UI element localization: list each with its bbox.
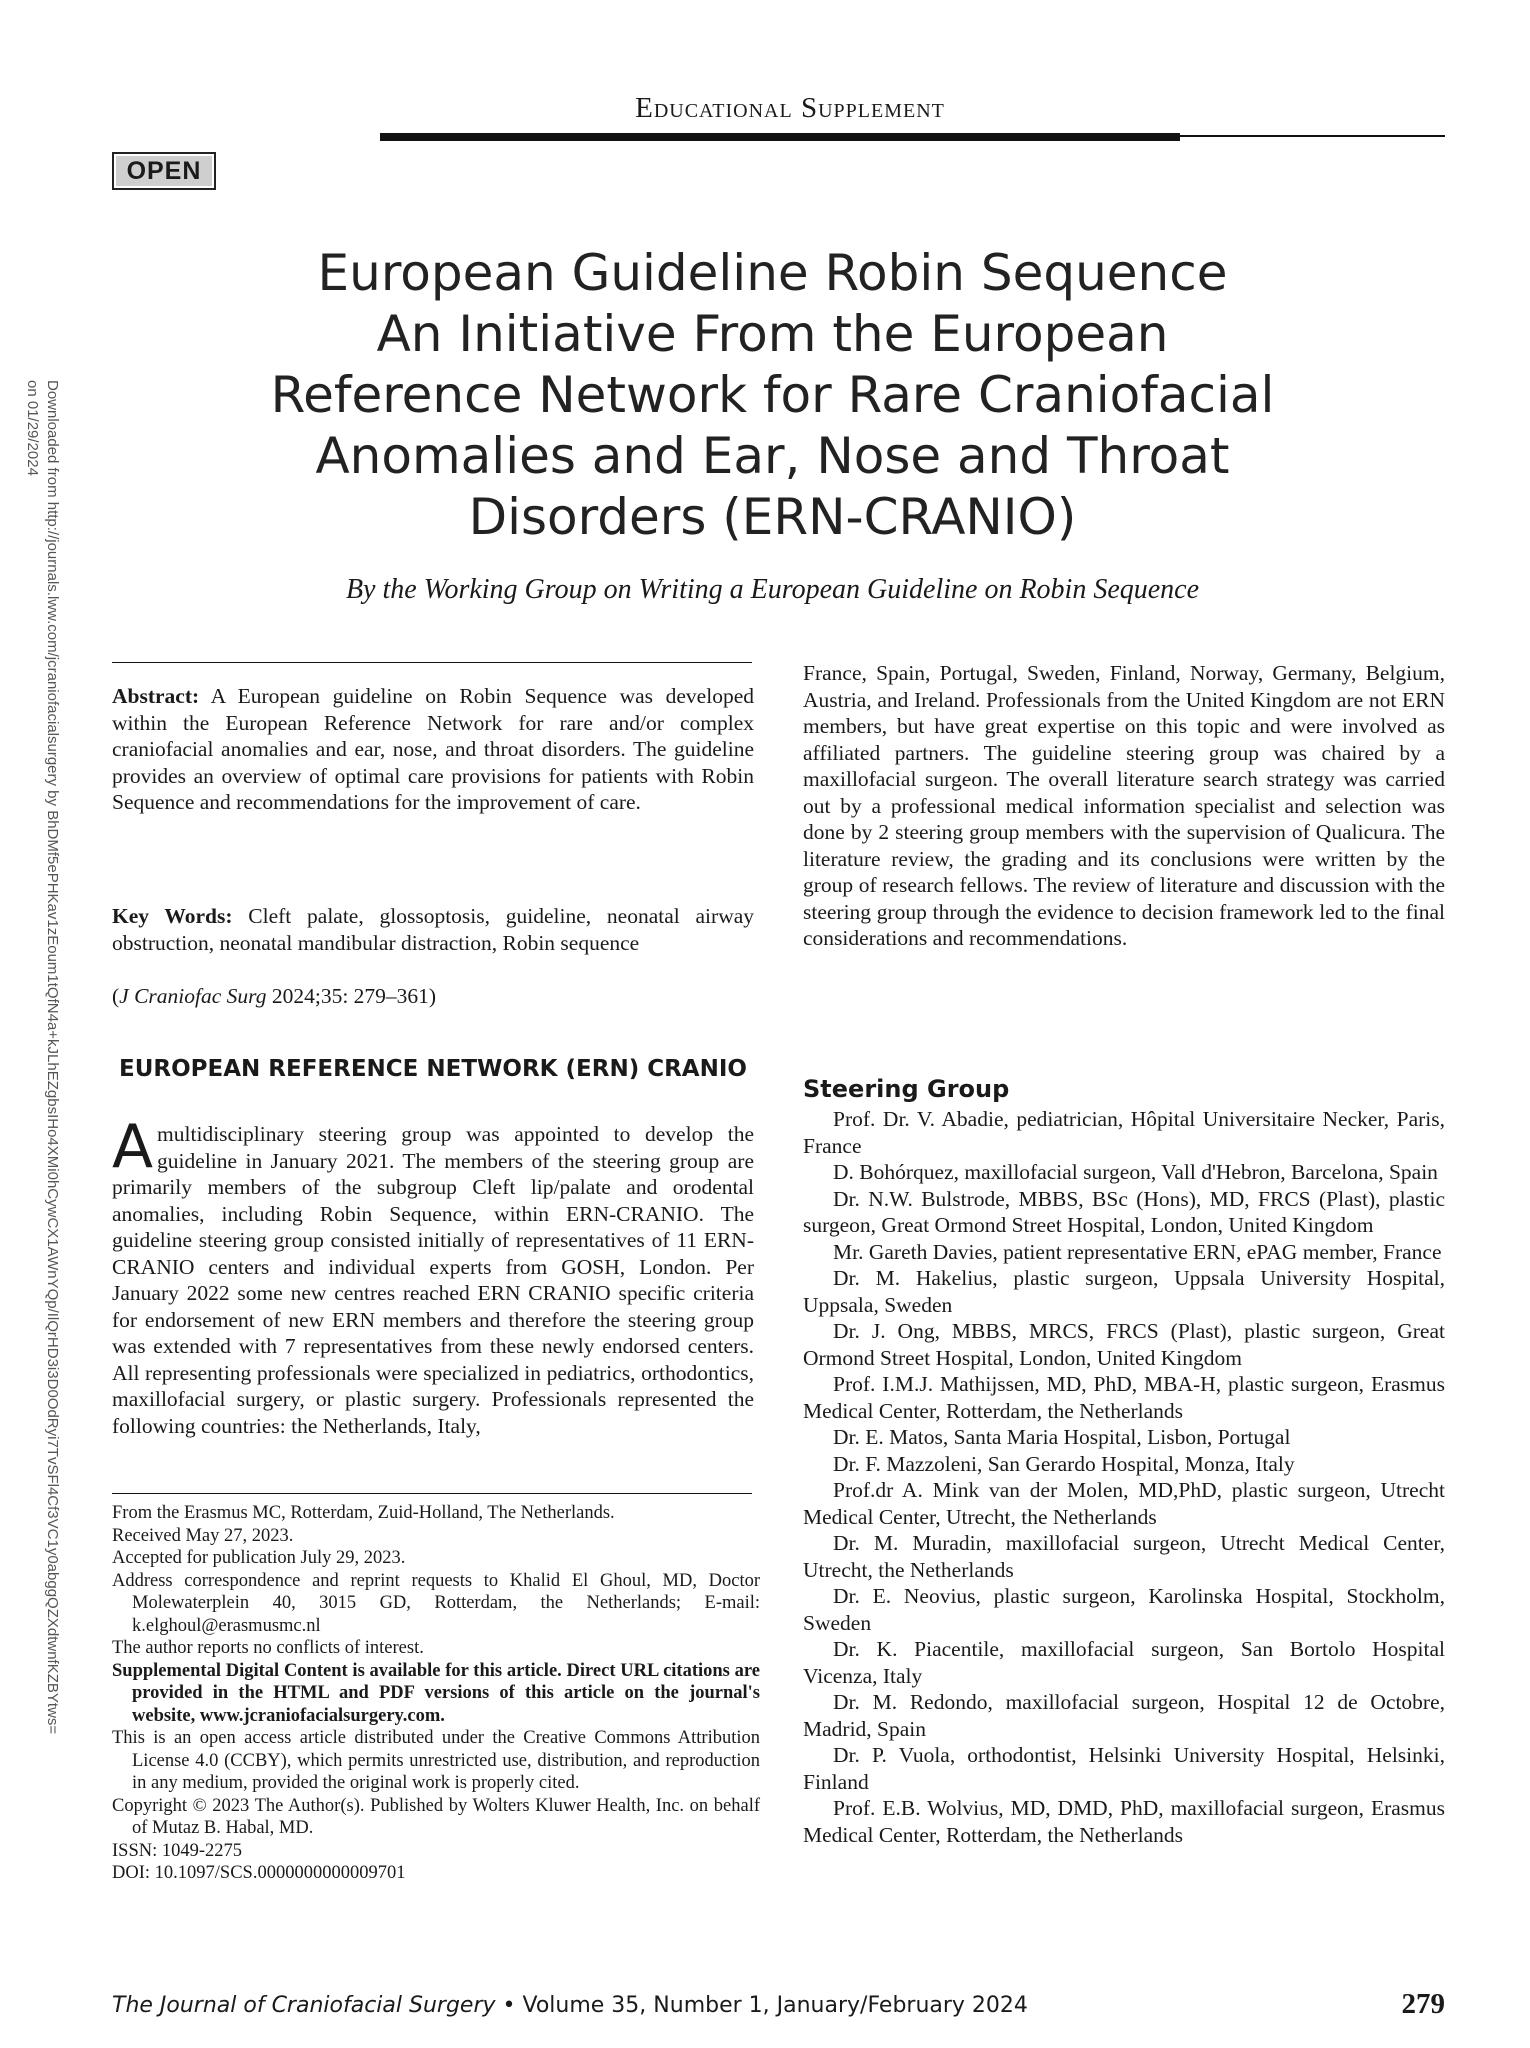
download-watermark: Downloaded from http://journals.lww.com/jcraniofacialsurgery by BhDMf5ePHKav1zEoum1tQfN4a+kJLhEZgbsIHo4XMi0hCywCX1AWnYQp/IlQrHD3i3D0OdRyi7TvSFl4Cf3VC1y0abggQZXdtwnfKZBYtws= on 01/29/2024 (24, 380, 61, 1735)
citation-details: 2024;35: 279–361) (266, 984, 437, 1008)
drop-cap: A (112, 1112, 154, 1182)
footnote-issn: ISSN: 1049-2275 (112, 1840, 243, 1861)
steering-member: Dr. K. Piacentile, maxillofacial surgeon, San Bortolo Hospital Vicenza, Italy (803, 1637, 1445, 1688)
steering-member: Dr. M. Redondo, maxillofacial surgeon, Hospital 12 de Octobre, Madrid, Spain (803, 1690, 1445, 1741)
steering-member: Mr. Gareth Davies, patient representative ERN, ePAG member, France (833, 1239, 1442, 1264)
steering-member: Dr. P. Vuola, orthodontist, Helsinki University Hospital, Helsinki, Finland (803, 1743, 1445, 1794)
keywords (112, 903, 754, 956)
steering-member: D. Bohórquez, maxillofacial surgeon, Vall d'Hebron, Barcelona, Spain (833, 1160, 1438, 1184)
footer-journal-info (112, 1993, 1028, 2018)
steering-member: Prof.dr A. Mink van der Molen, MD,PhD, plastic surgeon, Utrecht Medical Center, Utrecht, the Netherlands (803, 1478, 1445, 1529)
steering-member: Dr. E. Matos, Santa Maria Hospital, Lisbon, Portugal (833, 1425, 1291, 1449)
section-label: Educational Supplement (635, 92, 945, 124)
article-title (250, 243, 1295, 548)
continuation-paragraph: France, Spain, Portugal, Sweden, Finland, Norway, Germany, Belgium, Austria, and Ireland. Professionals from the United Kingdom are not ERN members, but have great expertise on this topic and were involved as affiliated partners. The guideline steering group was chaired by a maxillofacial surgeon. The overall literature search strategy was carried out by a professional medical information specialist and selection was done by 2 steering group members with the supervision of Qualicura. The literature review, the grading and its conclusions were written by the group of research fellows. The review of literature and discussion with the steering group through the evidence to decision framework led to the final considerations and recommendations. (803, 661, 1445, 950)
footnote-rule (112, 1493, 752, 1494)
abstract-label: Abstract: (112, 684, 200, 708)
section-body (112, 1112, 754, 1439)
keywords-block (112, 903, 754, 956)
title-line: Disorders (ERN-CRANIO) (468, 488, 1077, 546)
steering-member: Dr. F. Mazzoleni, San Gerardo Hospital, Monza, Italy (833, 1451, 1295, 1476)
footer-issue: • Volume 35, Number 1, January/February 2024 (495, 1993, 1028, 2018)
byline: By the Working Group on Writing a European Guideline on Robin Sequence (345, 574, 1200, 605)
steering-member: Dr. M. Hakelius, plastic surgeon, Uppsala University Hospital, Uppsala, Sweden (803, 1266, 1445, 1317)
footnote-copyright: Copyright © 2023 The Author(s). Published by Wolters Kluwer Health, Inc. on behalf of Mutaz B. Habal, MD. (112, 1795, 760, 1838)
title-line: Anomalies and Ear, Nose and Throat (315, 427, 1230, 485)
steering-member: Prof. Dr. V. Abadie, pediatrician, Hôpital Universitaire Necker, Paris, France (803, 1107, 1445, 1158)
steering-group-list (803, 1106, 1445, 1848)
footnote-supplemental: Supplemental Digital Content is available for this article. Direct URL citations are provided in the HTML and PDF versions of this article on the journal's website, www.jcraniofacialsurgery.com. (112, 1660, 760, 1726)
footnote-license: This is an open access article distributed under the Creative Commons Attribution License 4.0 (CCBY), which permits unrestricted use, distribution, and reproduction in any medium, provided the original work is properly cited. (112, 1728, 760, 1793)
citation-journal: J Craniofac Surg (119, 984, 267, 1008)
section-paragraph (112, 1112, 754, 1439)
citation-block (112, 983, 754, 1010)
abstract-rule (112, 662, 752, 663)
footnote-address: Address correspondence and reprint requests to Khalid El Ghoul, MD, Doctor Molewaterplein 40, 3015 GD, Rotterdam, the Netherlands; E-mail: k.elghoul@erasmusmc.nl (112, 1570, 760, 1636)
steering-member: Dr. J. Ong, MBBS, MRCS, FRCS (Plast), plastic surgeon, Great Ormond Street Hospital, London, United Kingdom (803, 1319, 1445, 1370)
footnote-received: Received May 27, 2023. (112, 1525, 294, 1546)
footnote-affiliation: From the Erasmus MC, Rotterdam, Zuid-Holland, The Netherlands. (112, 1503, 615, 1523)
footnote-doi: DOI: 10.1097/SCS.0000000000009701 (112, 1863, 406, 1883)
keywords-label: Key Words: (112, 904, 233, 928)
page-number: 279 (1401, 1988, 1445, 2020)
title-line: Reference Network for Rare Craniofacial (270, 366, 1275, 424)
footnote-conflicts: The author reports no conflicts of interest. (112, 1638, 424, 1658)
steering-member: Prof. E.B. Wolvius, MD, DMD, PhD, maxillofacial surgeon, Erasmus Medical Center, Rotterdam, the Netherlands (803, 1796, 1445, 1847)
abstract-block (112, 683, 754, 816)
steering-member: Prof. I.M.J. Mathijssen, MD, PhD, MBA-H, plastic surgeon, Erasmus Medical Center, Rotterdam, the Netherlands (803, 1372, 1445, 1423)
steering-member: Dr. M. Muradin, maxillofacial surgeon, Utrecht Medical Center, Utrecht, the Netherlands (803, 1531, 1445, 1582)
steering-group-heading: Steering Group (803, 1075, 1010, 1103)
right-continuation-block (803, 660, 1445, 952)
steering-member: Dr. N.W. Bulstrode, MBBS, BSc (Hons), MD, FRCS (Plast), plastic surgeon, Great Ormond Street Hospital, London, United Kingdom (803, 1186, 1445, 1237)
citation: (J Craniofac Surg 2024;35: 279–361) (112, 984, 437, 1008)
steering-member: Dr. E. Neovius, plastic surgeon, Karolinska Hospital, Stockholm, Sweden (803, 1584, 1445, 1635)
footnote-accepted: Accepted for publication July 29, 2023. (112, 1548, 406, 1568)
footnotes (112, 1502, 760, 1885)
footer-journal-name: The Journal of Craniofacial Surgery (112, 1993, 496, 2018)
section-text: multidisciplinary steering group was appointed to develop the guideline in January 2021. The members of the steering group are primarily members of the subgroup Cleft lip/palate and orodental anomalies, including Robin Sequence, within ERN-CRANIO. The guideline steering group consisted initially of representatives of 11 ERN-CRANIO centers and individual experts from GOSH, London. Per January 2022 some new centres reached ERN CRANIO specific criteria for endorsement of new ERN members and therefore the steering group was extended with 7 representatives from these newly endorsed centers. All representing professionals were specialized in pediatrics, orthodontics, maxillofacial surgery, or plastic surgery. Professionals represented the following countries: the Netherlands, Italy, (112, 1122, 754, 1438)
title-line: An Initiative From the European (376, 305, 1169, 363)
section-heading: EUROPEAN REFERENCE NETWORK (ERN) CRANIO (119, 1056, 747, 1082)
open-access-badge: OPEN (112, 152, 216, 190)
header-rule-thick (380, 133, 1180, 141)
abstract (112, 683, 754, 816)
abstract-text: A European guideline on Robin Sequence was developed within the European Reference Network for rare and/or complex craniofacial anomalies and ear, nose, and throat disorders. The guideline provides an overview of optimal care provisions for patients with Robin Sequence and recommendations for the improvement of care. (112, 684, 754, 814)
keywords-text: Cleft palate, glossoptosis, guideline, neonatal airway obstruction, neonatal mandibular distraction, Robin sequence (112, 904, 755, 955)
title-line: European Guideline Robin Sequence (317, 244, 1228, 302)
